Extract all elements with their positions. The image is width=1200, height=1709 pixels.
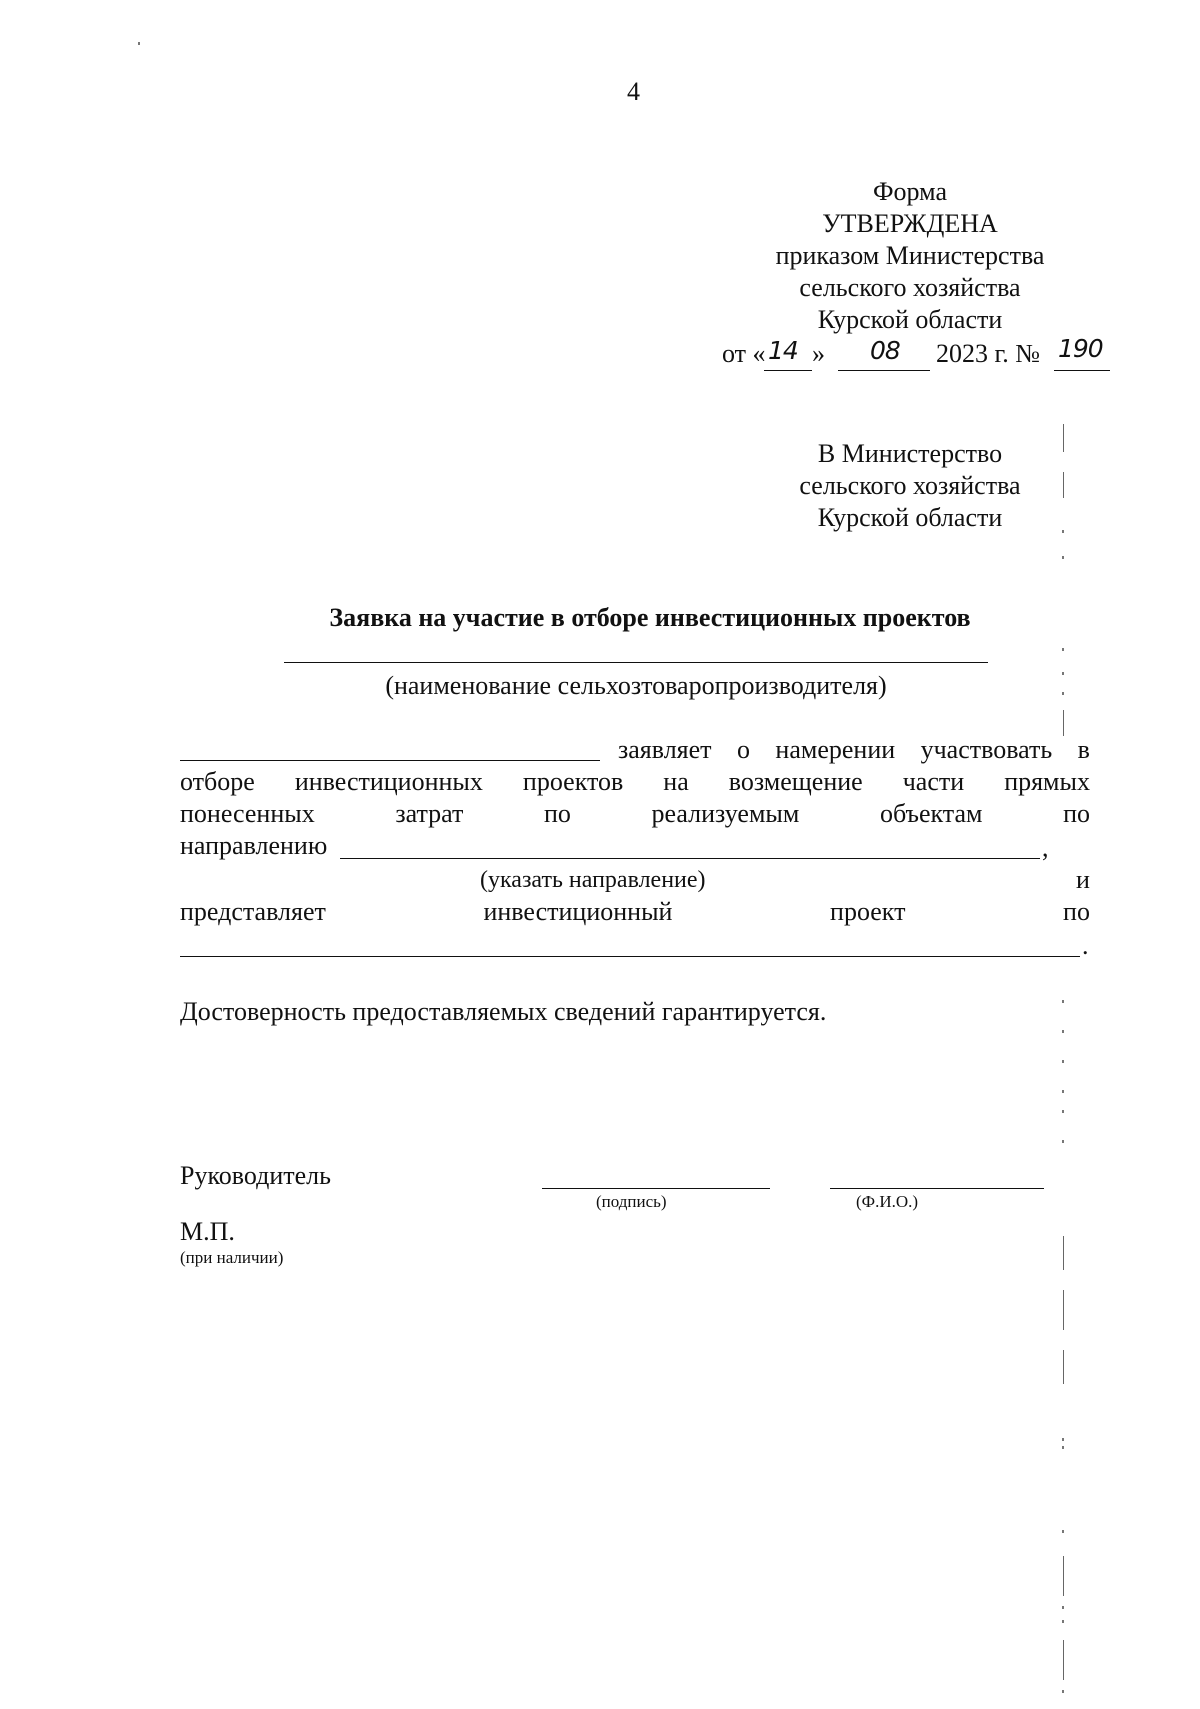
body-row-1 xyxy=(618,734,1090,766)
approval-month-handwritten: 08 xyxy=(870,336,900,365)
conjunction-and: и xyxy=(1076,865,1090,894)
word: затрат xyxy=(395,799,464,828)
word: заявляет xyxy=(618,735,712,764)
body-row-3 xyxy=(180,798,1090,830)
applicant-name-field[interactable] xyxy=(284,662,988,663)
scan-artifact-line xyxy=(1063,1350,1064,1384)
scan-artifact-line xyxy=(1063,424,1064,452)
addressee-line-1: В Министерство xyxy=(817,439,1003,468)
word: участвовать xyxy=(920,735,1053,764)
number-underline xyxy=(1054,370,1110,371)
word: прямых xyxy=(1004,767,1090,796)
seal-note: (при наличии) xyxy=(180,1248,284,1267)
word: части xyxy=(902,767,965,796)
addressee-line-3: Курской области xyxy=(817,503,1003,532)
body-row-6 xyxy=(180,896,1090,928)
word: объектам xyxy=(879,799,983,828)
word: понесенных xyxy=(180,799,315,828)
page-number: 4 xyxy=(627,77,640,106)
direction-caption: (указать направление) xyxy=(480,867,706,893)
document-title: Заявка на участие в отборе инвестиционных проектов xyxy=(329,603,971,632)
approval-form-label: Форма xyxy=(873,177,947,206)
approval-year-number-label: 2023 г. № xyxy=(936,339,1041,368)
word: проектов xyxy=(522,767,624,796)
direction-comma: , xyxy=(1042,833,1049,862)
assurance-statement: Достоверность предоставляемых сведений гарантируется. xyxy=(180,997,827,1026)
scan-artifact-line xyxy=(1063,1640,1064,1680)
applicant-blank-field[interactable] xyxy=(180,760,600,761)
approval-order-line: приказом Министерства xyxy=(775,241,1045,270)
word: о xyxy=(736,735,750,764)
scan-artifact-line xyxy=(1063,1290,1064,1330)
approval-status: УТВЕРЖДЕНА xyxy=(822,209,998,238)
scan-artifact-line xyxy=(1063,1556,1064,1596)
word: по xyxy=(1063,897,1090,926)
approval-date-prefix: от « xyxy=(722,339,766,368)
direction-field[interactable] xyxy=(340,858,1040,859)
body-row-2 xyxy=(180,766,1090,798)
word: представляет xyxy=(180,897,326,926)
word: возмещение xyxy=(728,767,863,796)
word: отборе xyxy=(180,767,255,796)
day-underline xyxy=(764,370,812,371)
month-underline xyxy=(838,370,930,371)
approval-region-line: Курской области xyxy=(817,305,1003,334)
approval-ministry-line: сельского хозяйства xyxy=(799,273,1021,302)
signature-field[interactable] xyxy=(542,1188,770,1189)
word: намерении xyxy=(775,735,896,764)
direction-label: направлению xyxy=(180,831,328,860)
scan-artifact-line xyxy=(1063,472,1064,498)
signature-caption: (подпись) xyxy=(596,1192,667,1211)
approval-date-mid: » xyxy=(812,339,825,368)
head-label: Руководитель xyxy=(180,1161,331,1190)
word: по xyxy=(543,799,571,828)
project-period: . xyxy=(1082,931,1089,960)
full-name-field[interactable] xyxy=(830,1188,1044,1189)
full-name-caption: (Ф.И.О.) xyxy=(856,1192,919,1211)
word: по xyxy=(1063,799,1090,828)
seal-label: М.П. xyxy=(180,1217,235,1246)
scan-artifact-line xyxy=(1063,1236,1064,1270)
word: инвестиционный xyxy=(483,897,673,926)
word: на xyxy=(663,767,689,796)
word: реализуемым xyxy=(651,799,800,828)
scan-artifact-line xyxy=(1063,710,1064,736)
word: в xyxy=(1077,735,1090,764)
addressee-line-2: сельского хозяйства xyxy=(799,471,1021,500)
applicant-name-caption: (наименование сельхозтоваропроизводителя) xyxy=(385,671,887,700)
word: инвестиционных xyxy=(294,767,483,796)
approval-day-handwritten: 14 xyxy=(768,336,798,365)
word: проект xyxy=(830,897,906,926)
project-field[interactable] xyxy=(180,956,1080,957)
approval-number-handwritten: 190 xyxy=(1058,334,1103,363)
